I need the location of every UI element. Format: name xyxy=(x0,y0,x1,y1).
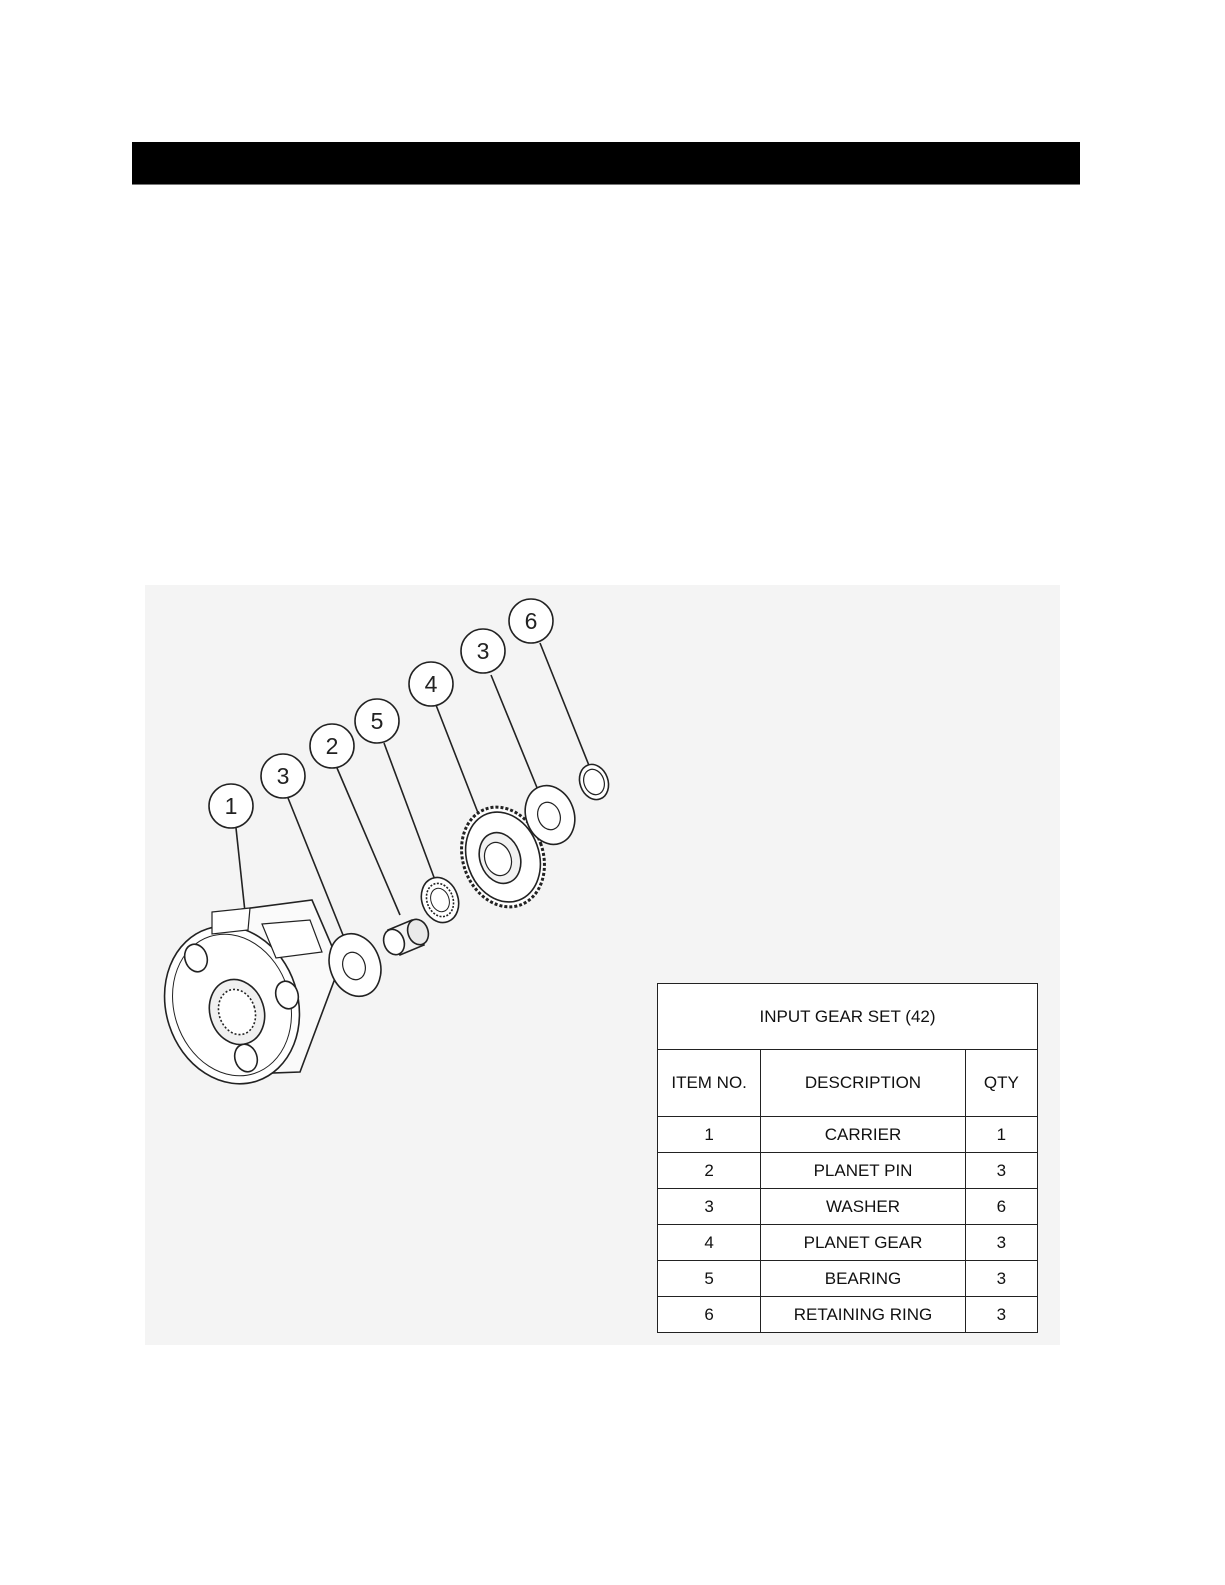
item-number-cell: 4 xyxy=(658,1225,761,1261)
callout-number: 5 xyxy=(370,708,384,734)
quantity-cell: 1 xyxy=(965,1117,1037,1153)
table-row xyxy=(658,1297,1038,1333)
leader-line-3b xyxy=(491,675,540,795)
description-cell: CARRIER xyxy=(761,1117,966,1153)
leader-line-6 xyxy=(540,643,590,768)
column-header-qty: QTY xyxy=(965,1050,1037,1117)
quantity-cell: 6 xyxy=(965,1189,1037,1225)
description-cell: PLANET GEAR xyxy=(761,1225,966,1261)
description-cell: WASHER xyxy=(761,1189,966,1225)
bearing-part xyxy=(415,872,465,928)
leader-line-5 xyxy=(384,743,435,880)
table-row xyxy=(658,1225,1038,1261)
item-number-cell: 2 xyxy=(658,1153,761,1189)
item-number-cell: 1 xyxy=(658,1117,761,1153)
callout-number: 1 xyxy=(224,793,238,819)
item-number-cell: 3 xyxy=(658,1189,761,1225)
table-row xyxy=(658,1117,1038,1153)
leader-line-4 xyxy=(436,705,480,818)
description-cell: RETAINING RING xyxy=(761,1297,966,1333)
callout-number: 3 xyxy=(476,638,490,664)
callout-number: 6 xyxy=(524,608,538,634)
quantity-cell: 3 xyxy=(965,1153,1037,1189)
quantity-cell: 3 xyxy=(965,1225,1037,1261)
carrier-part xyxy=(145,900,340,1101)
description-cell: BEARING xyxy=(761,1261,966,1297)
retaining-ring-part xyxy=(575,760,614,803)
leader-line-1 xyxy=(236,828,245,912)
table-title: INPUT GEAR SET (42) xyxy=(658,984,1038,1050)
table-row xyxy=(658,1261,1038,1297)
callout-number: 2 xyxy=(325,733,339,759)
planet-pin-part xyxy=(380,916,432,957)
table-row xyxy=(658,1189,1038,1225)
quantity-cell: 3 xyxy=(965,1297,1037,1333)
leader-line-2 xyxy=(337,768,400,915)
description-cell: PLANET PIN xyxy=(761,1153,966,1189)
table-row xyxy=(658,1153,1038,1189)
item-number-cell: 5 xyxy=(658,1261,761,1297)
parts-list-table xyxy=(657,983,1038,1333)
column-header-item-no: ITEM NO. xyxy=(658,1050,761,1117)
callout-number: 3 xyxy=(276,763,290,789)
quantity-cell: 3 xyxy=(965,1261,1037,1297)
column-header-description: DESCRIPTION xyxy=(761,1050,966,1117)
washer-part-left xyxy=(321,926,390,1003)
callout-number: 4 xyxy=(424,671,438,697)
item-number-cell: 6 xyxy=(658,1297,761,1333)
